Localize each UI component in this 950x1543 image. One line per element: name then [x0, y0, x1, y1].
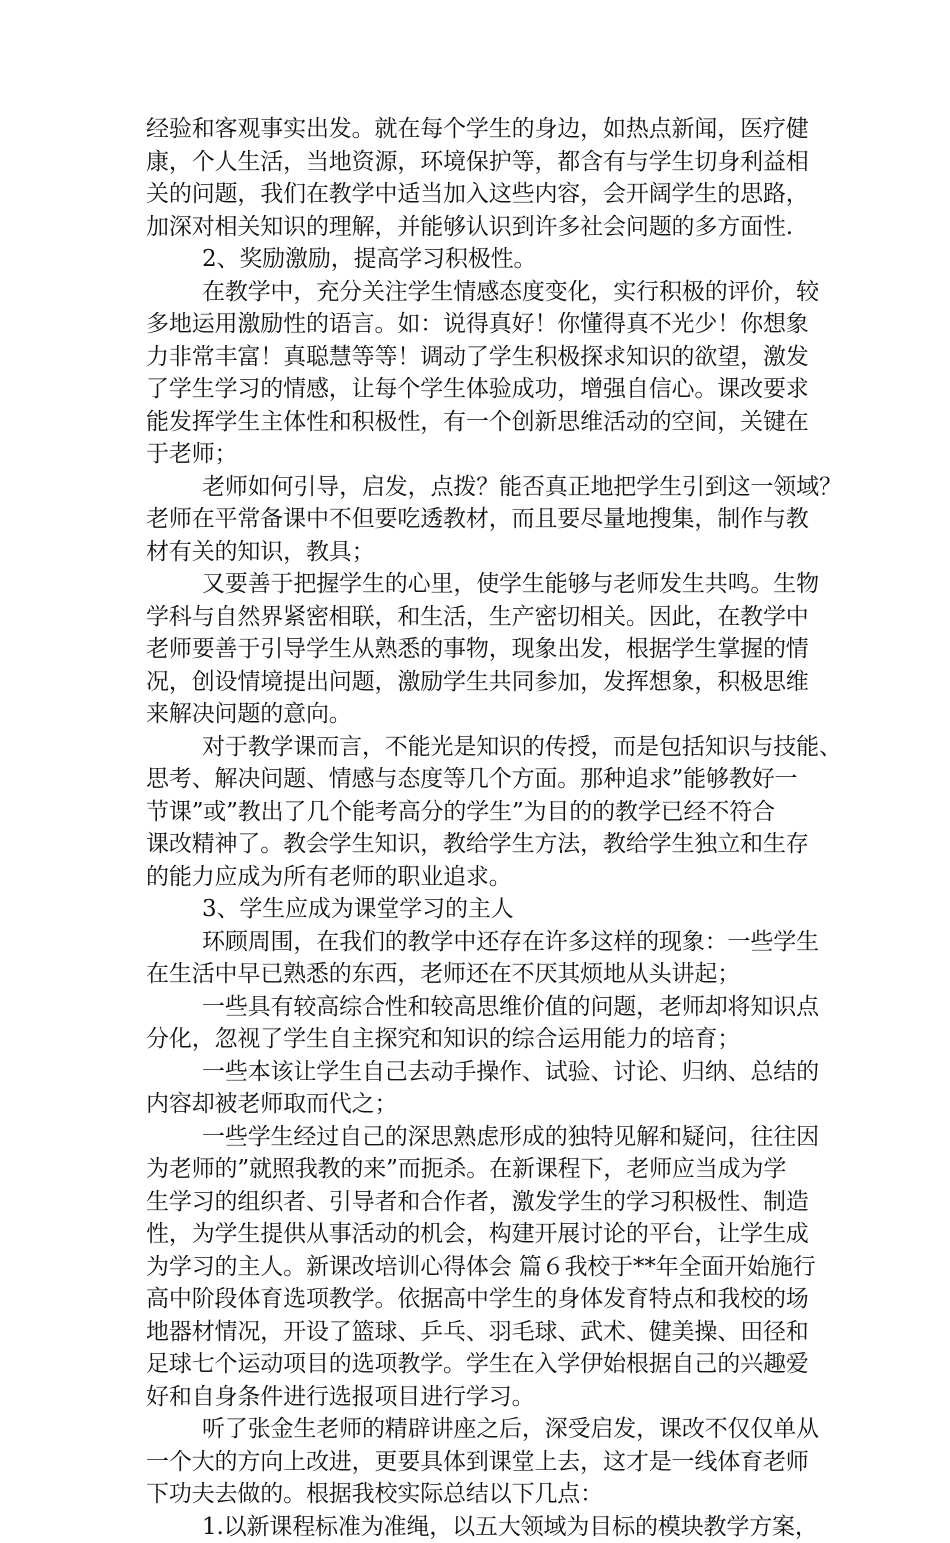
- text-line: 于老师；: [146, 438, 806, 471]
- text-line: 一些本该让学生自己去动手操作、试验、讨论、归纳、总结的: [146, 1056, 806, 1089]
- text-line: 力非常丰富！真聪慧等等！调动了学生积极探求知识的欲望，激发: [146, 341, 806, 374]
- text-line: 思考、解决问题、情感与态度等几个方面。那种追求”能够教好一: [146, 763, 806, 796]
- text-line: 一个大的方向上改进，更要具体到课堂上去，这才是一线体育老师: [146, 1446, 806, 1479]
- text-line: 老师要善于引导学生从熟悉的事物，现象出发，根据学生掌握的情: [146, 633, 806, 666]
- text-line: 1.以新课程标准为准绳，以五大领域为目标的模块教学方案，: [146, 1511, 806, 1543]
- text-line: 了学生学习的情感，让每个学生体验成功，增强自信心。课改要求: [146, 373, 806, 406]
- text-line: 况，创设情境提出问题，激励学生共同参加，发挥想象，积极思维: [146, 666, 806, 699]
- text-line: 地器材情况，开设了篮球、乒乓、羽毛球、武术、健美操、田径和: [146, 1316, 806, 1349]
- text-line: 一些学生经过自己的深思熟虑形成的独特见解和疑问，往往因: [146, 1121, 806, 1154]
- text-line: 康，个人生活，当地资源，环境保护等，都含有与学生切身利益相: [146, 146, 806, 179]
- text-line: 内容却被老师取而代之；: [146, 1088, 806, 1121]
- text-line: 为老师的”就照我教的来”而扼杀。在新课程下，老师应当成为学: [146, 1153, 806, 1186]
- text-line: 课改精神了。教会学生知识，教给学生方法，教给学生独立和生存: [146, 828, 806, 861]
- text-line: 生学习的组织者、引导者和合作者，激发学生的学习积极性、制造: [146, 1186, 806, 1219]
- text-line: 为学习的主人。新课改培训心得体会 篇６我校于**年全面开始施行: [146, 1251, 806, 1284]
- text-line: 性，为学生提供从事活动的机会，构建开展讨论的平台，让学生成: [146, 1218, 806, 1251]
- text-line: 多地运用激励性的语言。如：说得真好！你懂得真不光少！你想象: [146, 308, 806, 341]
- text-line: 环顾周围，在我们的教学中还存在许多这样的现象：一些学生: [146, 926, 806, 959]
- text-line: 来解决问题的意向。: [146, 698, 806, 731]
- document-body-text: [146, 113, 806, 1543]
- text-line: 对于教学课而言，不能光是知识的传授，而是包括知识与技能、: [146, 731, 806, 764]
- text-line: 加深对相关知识的理解，并能够认识到许多社会问题的多方面性.: [146, 211, 806, 244]
- text-line: 好和自身条件进行选报项目进行学习。: [146, 1381, 806, 1414]
- text-line: 的能力应成为所有老师的职业追求。: [146, 861, 806, 894]
- text-line: 3、学生应成为课堂学习的主人: [146, 893, 806, 926]
- text-line: 下功夫去做的。根据我校实际总结以下几点：: [146, 1478, 806, 1511]
- text-line: 一些具有较高综合性和较高思维价值的问题，老师却将知识点: [146, 991, 806, 1024]
- text-line: 分化，忽视了学生自主探究和知识的综合运用能力的培育；: [146, 1023, 806, 1056]
- text-line: 在生活中早已熟悉的东西，老师还在不厌其烦地从头讲起；: [146, 958, 806, 991]
- text-line: 材有关的知识，教具；: [146, 536, 806, 569]
- text-line: 2、奖励激励，提高学习积极性。: [146, 243, 806, 276]
- text-line: 又要善于把握学生的心里，使学生能够与老师发生共鸣。生物: [146, 568, 806, 601]
- text-line: 学科与自然界紧密相联，和生活，生产密切相关。因此，在教学中: [146, 601, 806, 634]
- text-line: 经验和客观事实出发。就在每个学生的身边，如热点新闻，医疗健: [146, 113, 806, 146]
- text-line: 在教学中，充分关注学生情感态度变化，实行积极的评价，较: [146, 276, 806, 309]
- text-line: 老师如何引导，启发，点拨？能否真正地把学生引到这一领域？: [146, 471, 806, 504]
- text-line: 听了张金生老师的精辟讲座之后，深受启发，课改不仅仅单从: [146, 1413, 806, 1446]
- text-line: 节课”或”教出了几个能考高分的学生”为目的的教学已经不符合: [146, 796, 806, 829]
- text-line: 足球七个运动项目的选项教学。学生在入学伊始根据自己的兴趣爱: [146, 1348, 806, 1381]
- text-line: 能发挥学生主体性和积极性，有一个创新思维活动的空间，关键在: [146, 406, 806, 439]
- text-line: 关的问题，我们在教学中适当加入这些内容，会开阔学生的思路，: [146, 178, 806, 211]
- text-line: 高中阶段体育选项教学。依据高中学生的身体发育特点和我校的场: [146, 1283, 806, 1316]
- text-line: 老师在平常备课中不但要吃透教材，而且要尽量地搜集，制作与教: [146, 503, 806, 536]
